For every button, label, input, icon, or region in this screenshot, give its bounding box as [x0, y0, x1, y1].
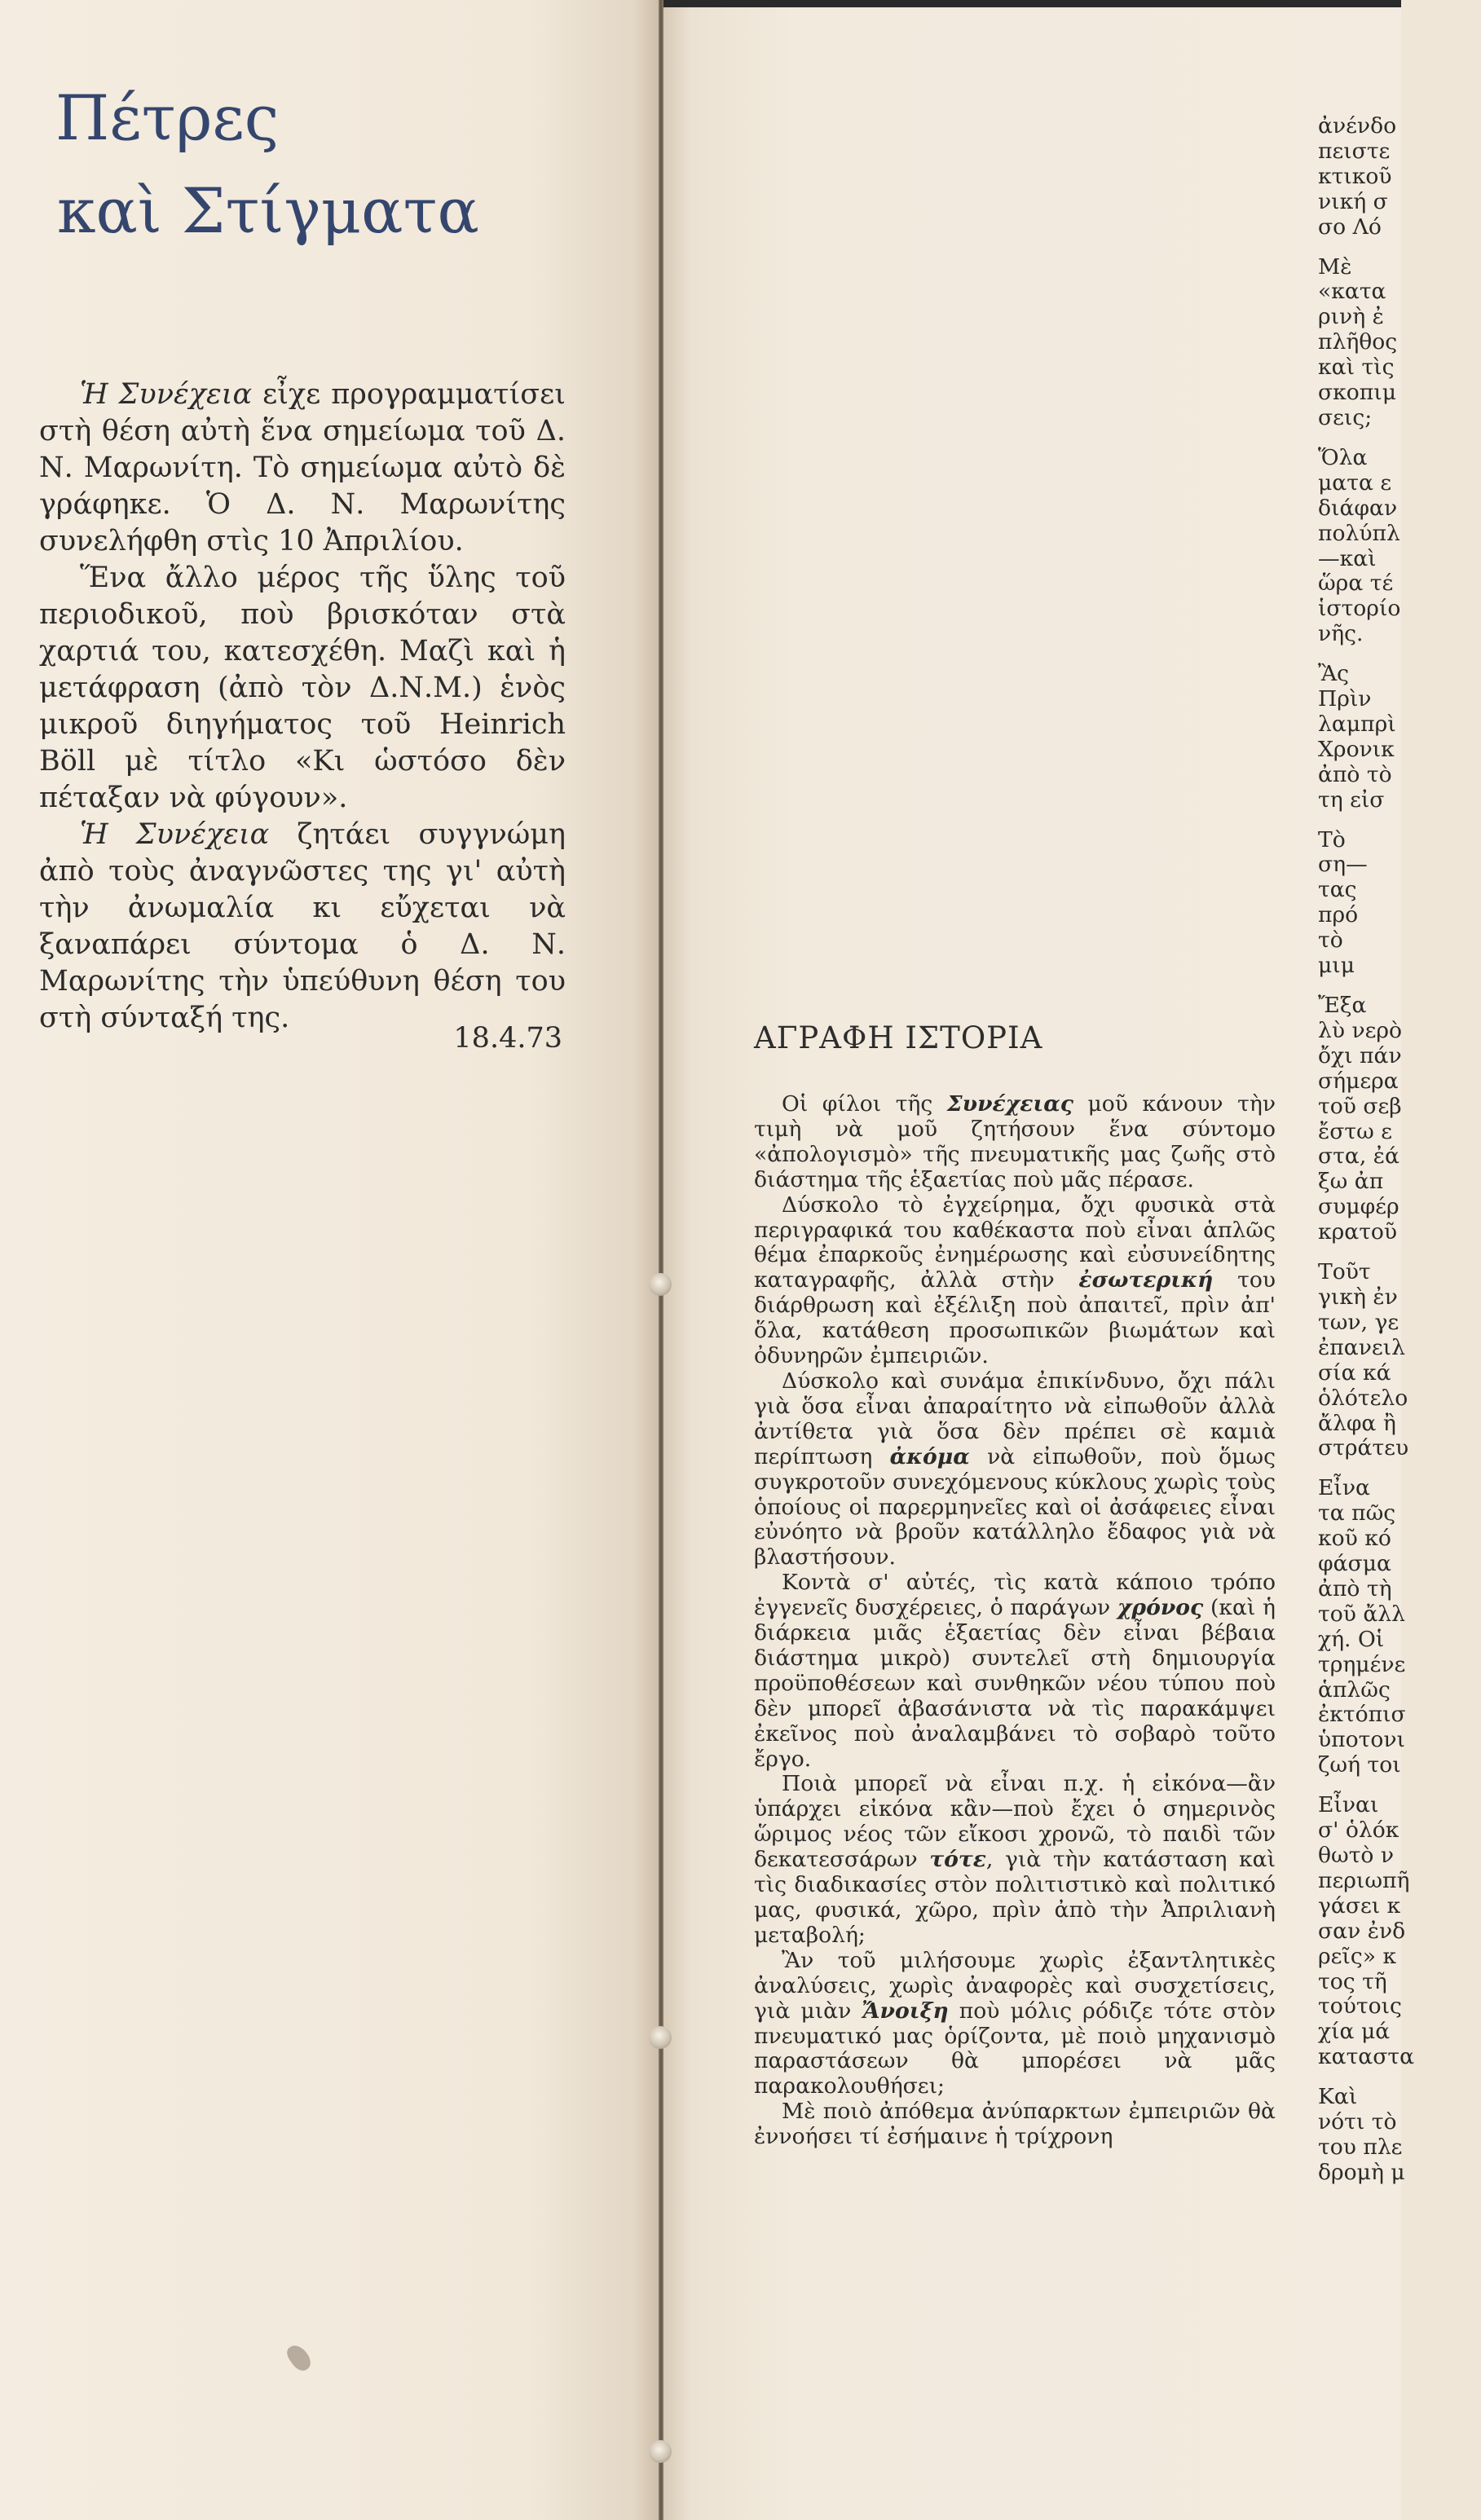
column-line: φάσμα	[1318, 1551, 1391, 1577]
column-line: τη εἰσ	[1318, 786, 1385, 813]
book-spine	[659, 0, 663, 2520]
column-line: Ἂς	[1318, 661, 1349, 687]
column-line: ση—	[1318, 852, 1368, 878]
column-line: τα πῶς	[1318, 1500, 1396, 1527]
column-line: Ἔξα	[1318, 993, 1367, 1018]
column-line: λὺ νερὸ	[1318, 1017, 1403, 1043]
binding-stitch	[649, 2440, 672, 2463]
page-title	[55, 72, 479, 258]
column-line: ὁλότελο	[1318, 1385, 1408, 1411]
column-line: ζωή τοι	[1318, 1752, 1401, 1778]
note-paragraph-3: Ἡ Συνέχεια ζητάει συγγνώμη ἀπὸ τοὺς ἀναγνῶστες της γι' αὐτὴ τὴν ἀνωμαλία κι εὔχεται νὰ ξαναπάρει σύντομα ὁ Δ. Ν. Μαρωνίτης τὴν ὑπεύθυνη θέση του στὴ σύνταξή της.	[39, 818, 566, 1034]
column-line: κτικοῦ	[1318, 163, 1392, 189]
column-line: καταστα	[1318, 2044, 1415, 2070]
column-line: θωτὸ ν	[1318, 1843, 1395, 1868]
binding-stitch	[649, 1273, 672, 1296]
binding-stitch	[649, 2026, 672, 2049]
column-line: νότι τὸ	[1318, 2109, 1397, 2135]
column-line: λαμπρὶ	[1318, 711, 1396, 737]
column-line: ὥρα τέ	[1318, 571, 1394, 597]
column-line: τοῦ σεβ	[1318, 1093, 1402, 1119]
paragraph-gap	[1318, 813, 1481, 828]
column-line: καὶ τὶς	[1318, 355, 1395, 381]
editorial-note	[39, 377, 566, 1037]
article-paragraph: Κοντὰ σ' αὐτές, τὶς κατὰ κάποιο τρόπο ἐγγενεῖς δυσχέρειες, ὁ παράγων χρόνος (καὶ ἡ διάρκεια μιᾶς ἑξαετίας δὲν εἶναι βέβαια διάστημα μικρὸ) συντελεῖ στὴ δημιουργία προϋποθέσεων καὶ συνθηκῶν νέου τύπου ποὺ δὲν μπορεῖ ἀβασάνιστα νὰ τὶς παρακάμψει ἐκεῖνος ποὺ ἀναλαμβάνει τὸ σοβαρὸ τοῦτο ἔργο.	[754, 1570, 1276, 1772]
column-line: Ὅλα	[1318, 444, 1368, 470]
left-page	[0, 0, 660, 2520]
column-line: ἐκτόπισ	[1318, 1702, 1406, 1728]
article-paragraph: Οἱ φίλοι τῆς Συνέχειας μοῦ κάνουν τὴν τιμὴ νὰ μοῦ ζητήσουν ἕνα σύντομο «ἀπολογισμὸ» τῆς πνευματικῆς μας ζωῆς στὸ διάστημα τῆς ἑξαετίας ποὺ μᾶς πέρασε.	[754, 1091, 1276, 1192]
column-line: ἁπλῶς	[1318, 1676, 1391, 1703]
ink-blot	[284, 2342, 315, 2374]
column-line: ρινὴ ἐ	[1318, 304, 1384, 330]
column-line: σεις;	[1318, 404, 1373, 430]
column-line: πολύπλ	[1318, 520, 1400, 546]
paragraph-gap	[1318, 1778, 1481, 1793]
column-line: σ' ὁλόκ	[1318, 1817, 1399, 1844]
column-line: περιωπῆ	[1318, 1867, 1410, 1893]
column-line: κοῦ κό	[1318, 1526, 1391, 1552]
column-line: συμφέρ	[1318, 1194, 1399, 1220]
column-line: Καὶ	[1318, 2084, 1358, 2110]
title-line-1: Πέτρες	[55, 82, 280, 154]
column-line: του πλε	[1318, 2134, 1403, 2160]
article-paragraph: Ποιὰ μπορεῖ νὰ εἶναι π.χ. ἡ εἰκόνα—ἂν ὑπάρχει εἰκόνα κἂν—ποὺ ἔχει ὁ σημερινὸς ὥριμος νέος τῶν εἴκοσι χρονῶ, τὸ παιδὶ τῶν δεκατεσσάρων τότε, γιὰ τὴν κατάσταση καὶ τὶς διαδικασίες στὸν πολιτιστικὸ καὶ πολιτικό μας, φυσικά, χῶρο, πρὶν ἀπὸ τὴν Ἀπριλιανὴ μεταβολή;	[754, 1771, 1276, 1948]
column-line: ἐπανειλ	[1318, 1334, 1405, 1360]
column-line: Χρονικ	[1318, 736, 1395, 762]
column-line: Πρὶν	[1318, 686, 1372, 712]
journal-name: Ἡ Συνέχεια	[80, 818, 270, 851]
column-line: Εἶναι	[1318, 1792, 1379, 1818]
column-line: τρημένε	[1318, 1651, 1406, 1677]
column-line: των, γε	[1318, 1309, 1399, 1335]
article-body	[754, 1092, 1276, 2150]
column-line: Εἶνα	[1318, 1475, 1370, 1501]
column-line: σήμερα	[1318, 1068, 1399, 1094]
column-line: τοῦ ἄλλ	[1318, 1601, 1406, 1627]
page-top-edge	[662, 0, 1401, 7]
paragraph-gap	[1318, 2070, 1481, 2085]
note-date: 18.4.73	[453, 1022, 562, 1055]
column-line: στα, ἐά	[1318, 1143, 1399, 1170]
column-line: —καὶ	[1318, 545, 1377, 571]
paragraph-gap	[1318, 1245, 1481, 1260]
column-line: ὑποτονι	[1318, 1727, 1405, 1753]
column-line: γικὴ ἐν	[1318, 1284, 1398, 1310]
paragraph-gap	[1318, 240, 1481, 255]
column-line: ρεῖς» κ	[1318, 1943, 1397, 1969]
right-page	[662, 0, 1415, 2520]
column-line: γάσει κ	[1318, 1892, 1401, 1919]
cropped-right-column	[1318, 114, 1481, 2186]
column-line: σία κά	[1318, 1359, 1391, 1386]
column-line: ἀπὸ τὴ	[1318, 1575, 1392, 1601]
article-paragraph: Μὲ ποιὸ ἀπόθεμα ἀνύπαρκτων ἐμπειριῶν θὰ ἐννοήσει τί ἐσήμαινε ἡ τρίχρονη	[754, 2099, 1276, 2150]
paragraph-gap	[1318, 979, 1481, 993]
column-line: νῆς.	[1318, 621, 1364, 647]
column-line: ξω ἀπ	[1318, 1169, 1384, 1195]
column-line: χή. Οἱ	[1318, 1626, 1385, 1652]
column-line: τας	[1318, 877, 1357, 903]
article-paragraph: Ἂν τοῦ μιλήσουμε χωρὶς ἐξαντλητικὲς ἀναλύσεις, χωρὶς ἀναφορὲς καὶ συσχετίσεις, γιὰ μιὰν Ἄνοιξη ποὺ μόλις ρόδιζε τότε στὸν πνευματικό μας ὁρίζοντα, μὲ ποιὸ μηχανισμὸ παραστάσεων θὰ μπορέσει νὰ μᾶς παρακολουθήσει;	[754, 1947, 1276, 2099]
article-title: ΑΓΡΑΦΗ ΙΣΤΟΡΙΑ	[754, 1020, 1043, 1055]
column-line: σκοπιμ	[1318, 380, 1396, 406]
column-line: σο Λό	[1318, 214, 1382, 240]
column-line: στράτευ	[1318, 1435, 1409, 1461]
column-line: τὸ	[1318, 927, 1343, 954]
column-line: σαν ἐνδ	[1318, 1918, 1406, 1944]
note-paragraph-2: Ἕνα ἄλλο μέρος τῆς ὕλης τοῦ περιοδικοῦ, ποὺ βρισκόταν στὰ χαρτιά του, κατεσχέθη. Μαζὶ καὶ ἡ μετάφραση (ἀπὸ τὸν Δ.Ν.Μ.) ἑνὸς μικροῦ διηγήματος τοῦ Heinrich Böll μὲ τίτλο «Κι ὡστόσο δὲν πέταξαν νὰ φύγουν».	[39, 562, 566, 814]
column-line: ἔστω ε	[1318, 1118, 1393, 1144]
column-line: διάφαν	[1318, 495, 1398, 521]
column-line: ματα ε	[1318, 469, 1392, 496]
column-line: Τοῦτ	[1318, 1259, 1371, 1285]
column-line: τος τῆ	[1318, 1968, 1387, 1994]
paragraph-gap	[1318, 431, 1481, 446]
column-line: τούτοις	[1318, 1994, 1402, 2020]
column-line: ἄλφα ἢ	[1318, 1410, 1396, 1436]
column-line: δρομὴ μ	[1318, 2159, 1405, 2185]
column-line: νική σ	[1318, 188, 1388, 214]
article-paragraph: Δύσκολο τὸ ἐγχείρημα, ὄχι φυσικὰ στὰ περιγραφικά του καθέκαστα ποὺ εἶναι ἁπλῶς θέμα ἐπαρκοῦς ἐνημέρωσης καὶ εὐσυνείδητης καταγραφῆς, ἀλλὰ στὴν ἐσωτερική του διάρθρωση καὶ ἐξέλιξη ποὺ ἀπαιτεῖ, πρὶν ἀπ' ὅλα, κατάθεση προσωπικῶν βιωμάτων καὶ ὀδυνηρῶν ἐμπειριῶν.	[754, 1192, 1276, 1369]
column-line: Τὸ	[1318, 826, 1346, 852]
column-line: ἀνένδο	[1318, 113, 1397, 139]
column-line: ἱστορίο	[1318, 596, 1401, 622]
column-line: πλῆθος	[1318, 329, 1398, 355]
paragraph-gap	[1318, 1461, 1481, 1476]
column-line: «κατα	[1318, 279, 1386, 305]
column-line: Μὲ	[1318, 253, 1352, 280]
column-line: χία μά	[1318, 2019, 1391, 2045]
column-line: κρατοῦ	[1318, 1219, 1398, 1245]
column-line: πρό	[1318, 902, 1359, 928]
column-line: ὄχι πάν	[1318, 1042, 1402, 1068]
title-line-2: καὶ Στίγματα	[57, 174, 479, 247]
note-paragraph-1: Ἡ Συνέχεια εἶχε προγραμματίσει στὴ θέση αὐτὴ ἕνα σημείωμα τοῦ Δ. Ν. Μαρωνίτη. Τὸ σημείωμα αὐτὸ δὲ γράφηκε. Ὁ Δ. Ν. Μαρωνίτης συνελήφθη στὶς 10 Ἀπριλίου.	[39, 378, 566, 557]
paragraph-gap	[1318, 647, 1481, 662]
column-line: πειστε	[1318, 138, 1391, 164]
journal-name: Ἡ Συνέχεια	[80, 378, 253, 411]
column-line: μιμ	[1318, 953, 1355, 979]
article-paragraph: Δύσκολο καὶ συνάμα ἐπικίνδυνο, ὄχι πάλι γιὰ ὅσα εἶναι ἀπαραίτητο νὰ εἰπωθοῦν ἀλλὰ ἀντίθετα γιὰ ὅσα δὲν πρέπει σὲ καμιὰ περίπτωση ἀκόμα νὰ εἰπωθοῦν, ποὺ ὅμως συγκροτοῦν συνεχόμενους κύκλους χωρὶς τοὺς ὁποίους οἱ παρερμηνεῖες καὶ οἱ ἀσάφειες εἶναι εὐνόητο νὰ βροῦν κατάλληλο ἔδαφος γιὰ νὰ βλαστήσουν.	[754, 1368, 1276, 1571]
column-line: ἀπὸ τὸ	[1318, 761, 1392, 787]
